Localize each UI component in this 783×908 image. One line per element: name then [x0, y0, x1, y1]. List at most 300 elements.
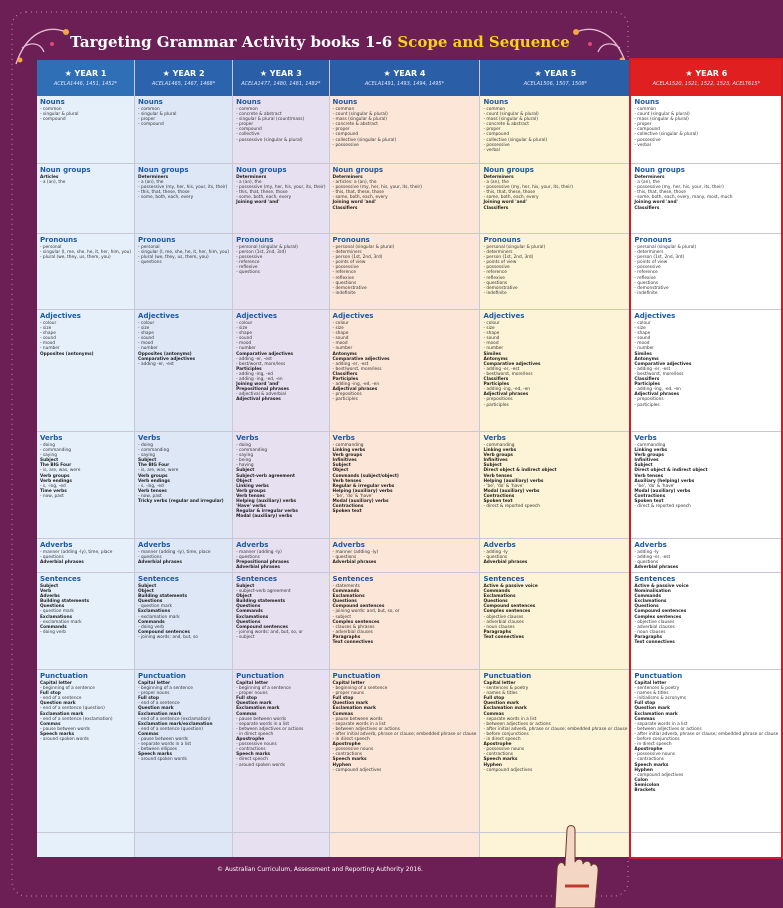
section-item: - colour — [138, 321, 155, 326]
section-item: - doing — [138, 443, 153, 448]
section-cell — [330, 573, 480, 670]
section-item: - a (an), the — [236, 180, 262, 186]
section-item: - noun clauses — [634, 629, 666, 635]
section-title: Adjectives — [236, 312, 278, 320]
section-item: - names & titles — [634, 691, 669, 697]
section-title: Punctuation — [40, 672, 88, 680]
section-item: Participles — [634, 382, 660, 388]
section-item: - reference — [634, 270, 658, 276]
section-item: Commands — [634, 594, 662, 600]
section-item: - common — [40, 107, 62, 112]
section-item: - mass (singular & plural) — [483, 117, 538, 123]
section-item: - count (singular & plural) — [634, 112, 690, 118]
section-item: - noun clauses — [483, 624, 515, 630]
section-item: Modal (auxiliary) verbs — [483, 488, 540, 494]
section-item: - personal — [40, 245, 62, 250]
section-item: - doing — [236, 443, 252, 448]
section-item: - commanding — [483, 443, 515, 448]
section-item: - separate words in a list — [138, 742, 192, 748]
section-cell — [233, 670, 328, 833]
year-column — [629, 58, 783, 859]
section-item: - questions — [236, 555, 260, 561]
section-item: - commanding — [138, 448, 170, 454]
section-item: Commas — [138, 731, 159, 737]
section-item: - a (an), the — [138, 180, 164, 186]
section-item: Verb — [40, 589, 52, 595]
section-item: Determiners — [138, 175, 169, 180]
section-item: Exclamations — [40, 614, 73, 620]
section-cell — [330, 310, 480, 432]
section-item: Opposites (antonyms) — [40, 351, 94, 357]
section-item: Compound sentences — [236, 624, 288, 630]
section-item: - questions — [634, 560, 659, 566]
section-item: - possessive (my, her, his, your, its, their) — [332, 185, 422, 191]
section-item: - statements — [332, 584, 360, 589]
section-item: - between adjectives or actions — [483, 721, 551, 727]
section-item: Paragraphs — [483, 629, 512, 635]
section-item: Questions — [40, 604, 65, 610]
section-item: Classifiers — [634, 377, 660, 383]
section-item: Subject — [138, 584, 157, 589]
section-item: - concrete & abstract — [236, 112, 282, 118]
section-cell — [480, 432, 630, 539]
section-item: - common — [138, 107, 160, 112]
section-cell — [37, 96, 134, 164]
section-item: - compound adjectives — [634, 772, 684, 778]
section-item: Exclamation mark — [634, 711, 678, 717]
section-item: - best/worst, more/less — [634, 371, 684, 377]
section-title: Sentences — [332, 575, 374, 583]
section-item: - determiners — [634, 250, 664, 256]
section-item: Classifiers — [483, 205, 509, 211]
section-item: - reflexive — [332, 275, 354, 281]
section-item: - adverbial clauses — [634, 624, 675, 630]
section-item: - having — [236, 463, 254, 469]
section-item: - number — [483, 346, 504, 352]
section-item: - reflexive — [236, 265, 258, 271]
section-item: The BIG Four — [138, 463, 170, 469]
section-item: - singular (I, me, she, he, it, her, him, you) — [40, 250, 132, 256]
section-item: Commas — [483, 711, 504, 717]
section-item: Compound sentences — [332, 604, 385, 610]
section-item: - proper — [236, 122, 254, 128]
section-title: Noun groups — [236, 166, 287, 174]
section-item: - a (an), the — [40, 180, 66, 186]
section-item: - beginning of a sentence — [138, 686, 193, 692]
section-item: Antonyms — [634, 356, 659, 362]
section-cell — [233, 539, 328, 573]
section-item: - participles — [332, 397, 358, 403]
section-item: Exclamation mark — [236, 706, 280, 712]
section-title: Adverbs — [138, 541, 171, 549]
section-item: - possessive — [332, 265, 359, 271]
section-item: - person (1st, 2nd, 3rd) — [634, 255, 685, 261]
section-title: Punctuation — [236, 672, 284, 680]
section-cell — [330, 234, 480, 310]
section-title: Noun groups — [483, 166, 534, 174]
section-item: 'Have' verbs — [236, 504, 266, 510]
section-title: Verbs — [332, 434, 355, 442]
section-item: - questions — [40, 555, 64, 561]
year-label: ★ YEAR 2 — [162, 69, 205, 78]
section-item: - compound adjectives — [332, 767, 382, 773]
section-cell — [233, 573, 328, 670]
section-item: - in direct speech — [483, 737, 521, 743]
section-item: - determiners — [332, 250, 362, 256]
section-item: Adverbial phrases — [483, 560, 528, 566]
section-item: Commas — [40, 721, 61, 727]
section-item: - 'be', 'do' & 'have' — [634, 483, 675, 489]
section-cell — [37, 310, 134, 432]
section-item: Speech marks — [634, 762, 669, 768]
section-item: Linking verbs — [236, 483, 269, 489]
section-item: Question mark — [332, 701, 369, 707]
section-title: Sentences — [634, 575, 676, 583]
year-label: ★ YEAR 3 — [259, 69, 302, 78]
section-item: Spoken text — [483, 499, 513, 505]
section-title: Adjectives — [634, 312, 676, 320]
section-item: Joining word 'and' — [236, 382, 280, 388]
section-item: Text connectives — [483, 634, 524, 640]
section-item: - adding -ing, -ed — [236, 371, 273, 377]
section-item: - a (an), the — [634, 180, 660, 186]
section-item: - sound — [634, 336, 651, 342]
section-item: Capital letter — [332, 681, 365, 686]
section-cell — [233, 432, 328, 539]
section-title: Sentences — [138, 575, 179, 583]
section-item: Adverbial phrases — [40, 560, 84, 566]
section-item: Classifiers — [332, 205, 358, 211]
section-item: - adding -ing, -ed, -en — [634, 387, 681, 393]
section-cell — [135, 539, 232, 573]
section-item: Questions — [634, 604, 659, 610]
section-item: Verb groups — [483, 453, 513, 459]
section-item: - possessive — [483, 265, 510, 271]
section-item: Infinitives — [483, 458, 508, 464]
section-item: - contractions — [332, 752, 363, 758]
section-item: - contractions — [236, 747, 266, 753]
section-item: Antonyms — [483, 356, 508, 362]
section-item: Participles — [332, 377, 359, 383]
section-item: Semicolon — [634, 782, 660, 788]
section-item: Speech marks — [40, 731, 75, 737]
section-item: Verb tenses — [332, 478, 362, 484]
section-item: - indefinite — [634, 290, 658, 296]
section-item: - subject — [236, 634, 255, 640]
section-item: - possessive — [236, 255, 263, 261]
section-item: - shape — [634, 331, 651, 337]
section-item: - joining words: and, but, so, or — [236, 629, 304, 635]
section-cell — [480, 539, 630, 573]
section-item: - colour — [483, 321, 500, 326]
curriculum-codes: ACELA1446, 1451, 1452* — [53, 81, 118, 87]
section-item: - proper — [483, 127, 501, 133]
section-cell — [631, 670, 781, 833]
section-item: Determiners — [634, 175, 665, 180]
section-item: Prepositional phrases — [236, 560, 289, 566]
section-item: - articles: a (an), the — [332, 180, 377, 186]
section-item: - adding -ing, -ed, -en — [483, 387, 530, 393]
section-item: - demonstrative — [483, 285, 518, 291]
section-item: - possessive nouns — [236, 742, 277, 748]
section-cell — [37, 539, 134, 573]
section-item: - size — [483, 326, 495, 332]
section-item: Comparative adjectives — [138, 356, 196, 362]
section-item: - adverbial clauses — [332, 629, 373, 635]
section-cell — [330, 539, 480, 573]
section-item: - mass (singular & plural) — [332, 117, 387, 123]
section-item: Nominalisation — [634, 589, 671, 595]
section-title: Adverbs — [236, 541, 269, 549]
section-item: Verb tenses — [634, 473, 664, 479]
section-cell — [480, 96, 630, 164]
section-item: Capital letter — [634, 681, 667, 686]
section-item: - commanding — [634, 443, 666, 448]
section-item: - reflexive — [634, 275, 656, 281]
section-item: - 'be', 'do' & 'have' — [332, 493, 373, 499]
section-item: Similes — [483, 351, 501, 357]
scope-sequence-chart — [37, 60, 779, 857]
section-item: - compound — [483, 132, 510, 138]
section-cell — [631, 234, 781, 310]
section-item: Commands — [40, 624, 67, 630]
section-item: Question mark — [40, 701, 76, 707]
section-item: - personal (singular & plural) — [332, 245, 395, 250]
section-item: - compound adjectives — [483, 767, 533, 773]
section-item: Adverbial phrases — [332, 560, 377, 566]
section-title: Adverbs — [634, 541, 667, 549]
section-item: Infinitives — [634, 458, 659, 464]
section-item: - proper — [634, 122, 652, 128]
section-item: - indefinite — [483, 290, 507, 296]
section-item: Capital letter — [483, 681, 516, 686]
section-item: - mood — [40, 341, 56, 347]
section-item: Tricky verbs (regular and irregular) — [138, 499, 224, 505]
section-item: - adding -er, -est — [634, 366, 671, 372]
section-item: Helping (auxiliary) verbs — [483, 478, 544, 484]
section-item: - proper nouns — [332, 691, 365, 697]
section-item: Exclamation mark — [483, 706, 527, 712]
section-item: - reference — [483, 270, 507, 276]
year-header — [135, 60, 232, 96]
section-item: Determiners — [483, 175, 514, 180]
section-item: Questions — [138, 599, 163, 605]
section-item: - direct speech — [236, 757, 268, 763]
section-item: - compound — [236, 127, 262, 133]
section-item: - size — [236, 326, 248, 332]
section-item: - direct & reported speech — [483, 504, 540, 510]
section-item: Classifiers — [634, 205, 660, 211]
section-item: Modal (auxiliary) verbs — [332, 499, 389, 505]
section-item: - possessive — [332, 142, 359, 148]
section-title: Noun groups — [332, 166, 384, 174]
section-item: Hyphen — [634, 767, 653, 773]
section-item: - reference — [332, 270, 356, 276]
section-item: - between adjectives or actions — [332, 726, 400, 732]
section-item: - sound — [332, 336, 349, 342]
title-main: Targeting Grammar Activity books 1-6 — [70, 33, 393, 51]
section-item: Comparative adjectives — [332, 356, 390, 362]
section-item: - demonstrative — [634, 285, 669, 291]
section-item: - doing — [40, 443, 55, 448]
section-item: - sound — [236, 336, 253, 342]
section-item: - adding -ing, -ed, -en — [332, 382, 380, 388]
section-item: Opposites (antonyms) — [138, 351, 192, 357]
section-item: - possessive — [634, 137, 661, 143]
section-item: - pause between words — [236, 716, 287, 722]
section-item: - participles — [483, 402, 509, 408]
section-title: Adverbs — [40, 541, 73, 549]
section-item: Comparative adjectives — [483, 361, 541, 367]
section-item: Building statements — [40, 599, 90, 605]
section-title: Adjectives — [483, 312, 525, 320]
section-cell — [631, 310, 781, 432]
section-cell — [480, 164, 630, 234]
section-cell — [330, 164, 480, 234]
section-item: - possessive — [634, 265, 661, 271]
section-item: Antonyms — [332, 351, 357, 357]
section-item: - end of a sentence (question) — [40, 706, 105, 712]
section-item: Determiners — [236, 175, 267, 180]
section-item: Classifiers — [483, 377, 509, 383]
section-item: Comparative adjectives — [634, 361, 692, 367]
section-item: Commas — [332, 711, 354, 717]
curriculum-codes: ACELA1506, 1507, 1508* — [523, 81, 588, 87]
section-item: - question mark — [40, 609, 74, 615]
section-item: Helping (auxiliary) verbs — [332, 488, 393, 494]
section-item: - best/worst, more/less — [483, 371, 533, 377]
section-item: Compound sentences — [138, 629, 190, 635]
section-item: Paragraphs — [332, 634, 361, 640]
section-item: - beginning of a sentence — [40, 686, 95, 692]
section-item: Subject — [634, 463, 653, 469]
section-title: Pronouns — [634, 236, 672, 244]
section-item: - possessive (my, her, his, your, its, their) — [236, 185, 326, 191]
section-item: - adverbial clauses — [483, 619, 524, 625]
section-item: - pause between words — [332, 716, 383, 722]
section-item: - best/worst, more/less — [332, 366, 382, 372]
section-item: Regular & irregular verbs — [332, 483, 395, 489]
section-item: - adding -er, -est — [483, 366, 520, 372]
section-item: - count (singular & plural) — [332, 112, 388, 118]
section-title: Noun groups — [138, 166, 189, 174]
section-item: - demonstrative — [332, 285, 367, 291]
section-cell — [233, 96, 328, 164]
section-item: - around spoken words — [40, 737, 89, 743]
section-item: - manner (adding -ly), time, place — [40, 550, 113, 555]
section-item: - manner (adding -ly) — [236, 550, 282, 555]
section-item: - concrete & abstract — [332, 122, 378, 128]
section-item: - some, both, each, every — [236, 195, 292, 201]
section-item: - saying — [40, 453, 57, 459]
section-title: Sentences — [40, 575, 81, 583]
section-item: - in direct speech — [332, 737, 370, 743]
section-item: - doing verb — [138, 624, 165, 630]
section-item: Object — [332, 468, 349, 474]
section-item: - around spoken words — [138, 757, 187, 763]
year-label: ★ YEAR 4 — [383, 69, 426, 78]
section-item: - mood — [236, 341, 252, 347]
section-item: - manner (adding -ly) — [332, 550, 379, 555]
curriculum-codes: ACELA1520, 1521, 1522, 1523, ACELT615* — [652, 81, 761, 87]
section-item: Spoken text — [634, 499, 664, 505]
section-item: Question mark — [483, 701, 520, 707]
section-item: - objective clauses — [634, 619, 675, 625]
section-item: - proper — [138, 117, 156, 123]
section-item: - beginning of a sentence — [236, 686, 291, 692]
section-item: Building statements — [236, 599, 286, 605]
section-item: Comparative adjectives — [236, 351, 294, 357]
section-item: - possessive nouns — [483, 747, 525, 753]
section-item: Adverbial phrases — [236, 565, 280, 571]
section-item: - possessive — [483, 142, 510, 148]
year-label: ★ YEAR 5 — [534, 69, 577, 78]
section-item: - shape — [138, 331, 154, 337]
section-item: - proper — [332, 127, 350, 133]
section-item: - questions — [332, 280, 357, 286]
section-item: - separate words in a list — [483, 716, 537, 722]
section-title: Pronouns — [483, 236, 521, 244]
section-title: Pronouns — [332, 236, 370, 244]
section-item: Exclamation mark — [138, 711, 182, 717]
section-item: - possessive (my, her, his, your, its, their) — [634, 185, 724, 191]
section-item: - compound — [138, 122, 164, 128]
section-item: - saying — [138, 453, 156, 459]
section-item: - separate words in a list — [634, 721, 688, 727]
section-item: - questions — [483, 280, 508, 286]
section-item: Capital letter — [236, 681, 269, 686]
section-item: Commands — [332, 589, 360, 595]
section-cell — [135, 96, 232, 164]
section-cell — [135, 164, 232, 234]
section-item: Subject — [483, 463, 502, 469]
section-item: - a (an), the — [483, 180, 509, 186]
section-item: - joining words: and, but, so — [138, 634, 198, 640]
section-item: - number — [236, 346, 256, 352]
section-item: - number — [40, 346, 60, 352]
year-header — [631, 60, 781, 96]
section-item: Object — [236, 478, 252, 484]
section-item: - colour — [634, 321, 651, 326]
section-item: Capital letter — [138, 681, 171, 686]
section-item: - determiners — [483, 250, 513, 256]
section-item: - prepositions — [332, 392, 362, 398]
section-item: - saying — [236, 453, 254, 459]
section-item: - size — [138, 326, 150, 332]
section-cell — [631, 539, 781, 573]
section-item: - before conjunctions — [634, 737, 680, 743]
section-item: - verbal — [634, 142, 651, 148]
section-item: - number — [138, 346, 158, 352]
section-item: - sound — [138, 336, 155, 342]
section-item: Modal (auxiliary) verbs — [634, 488, 691, 494]
section-cell — [631, 164, 781, 234]
section-item: - some, both, each, every — [483, 195, 539, 201]
section-item: Adjectival phrases — [634, 392, 680, 398]
section-item: Verb groups — [40, 473, 70, 479]
section-item: - joining words: and, but, so, or — [332, 609, 400, 615]
section-item: - contractions — [634, 757, 664, 763]
section-item: - colour — [332, 321, 349, 326]
section-item: - 'be', 'do' & 'have' — [483, 483, 524, 489]
section-item: Full stop — [236, 696, 257, 702]
section-item: - commanding — [236, 448, 268, 454]
section-item: - between adjectives or actions — [634, 726, 702, 732]
section-title: Verbs — [483, 434, 506, 442]
section-item: Similes — [634, 351, 652, 357]
section-item: - adding -er, -est — [634, 555, 671, 561]
section-item: Speech marks — [138, 752, 173, 758]
